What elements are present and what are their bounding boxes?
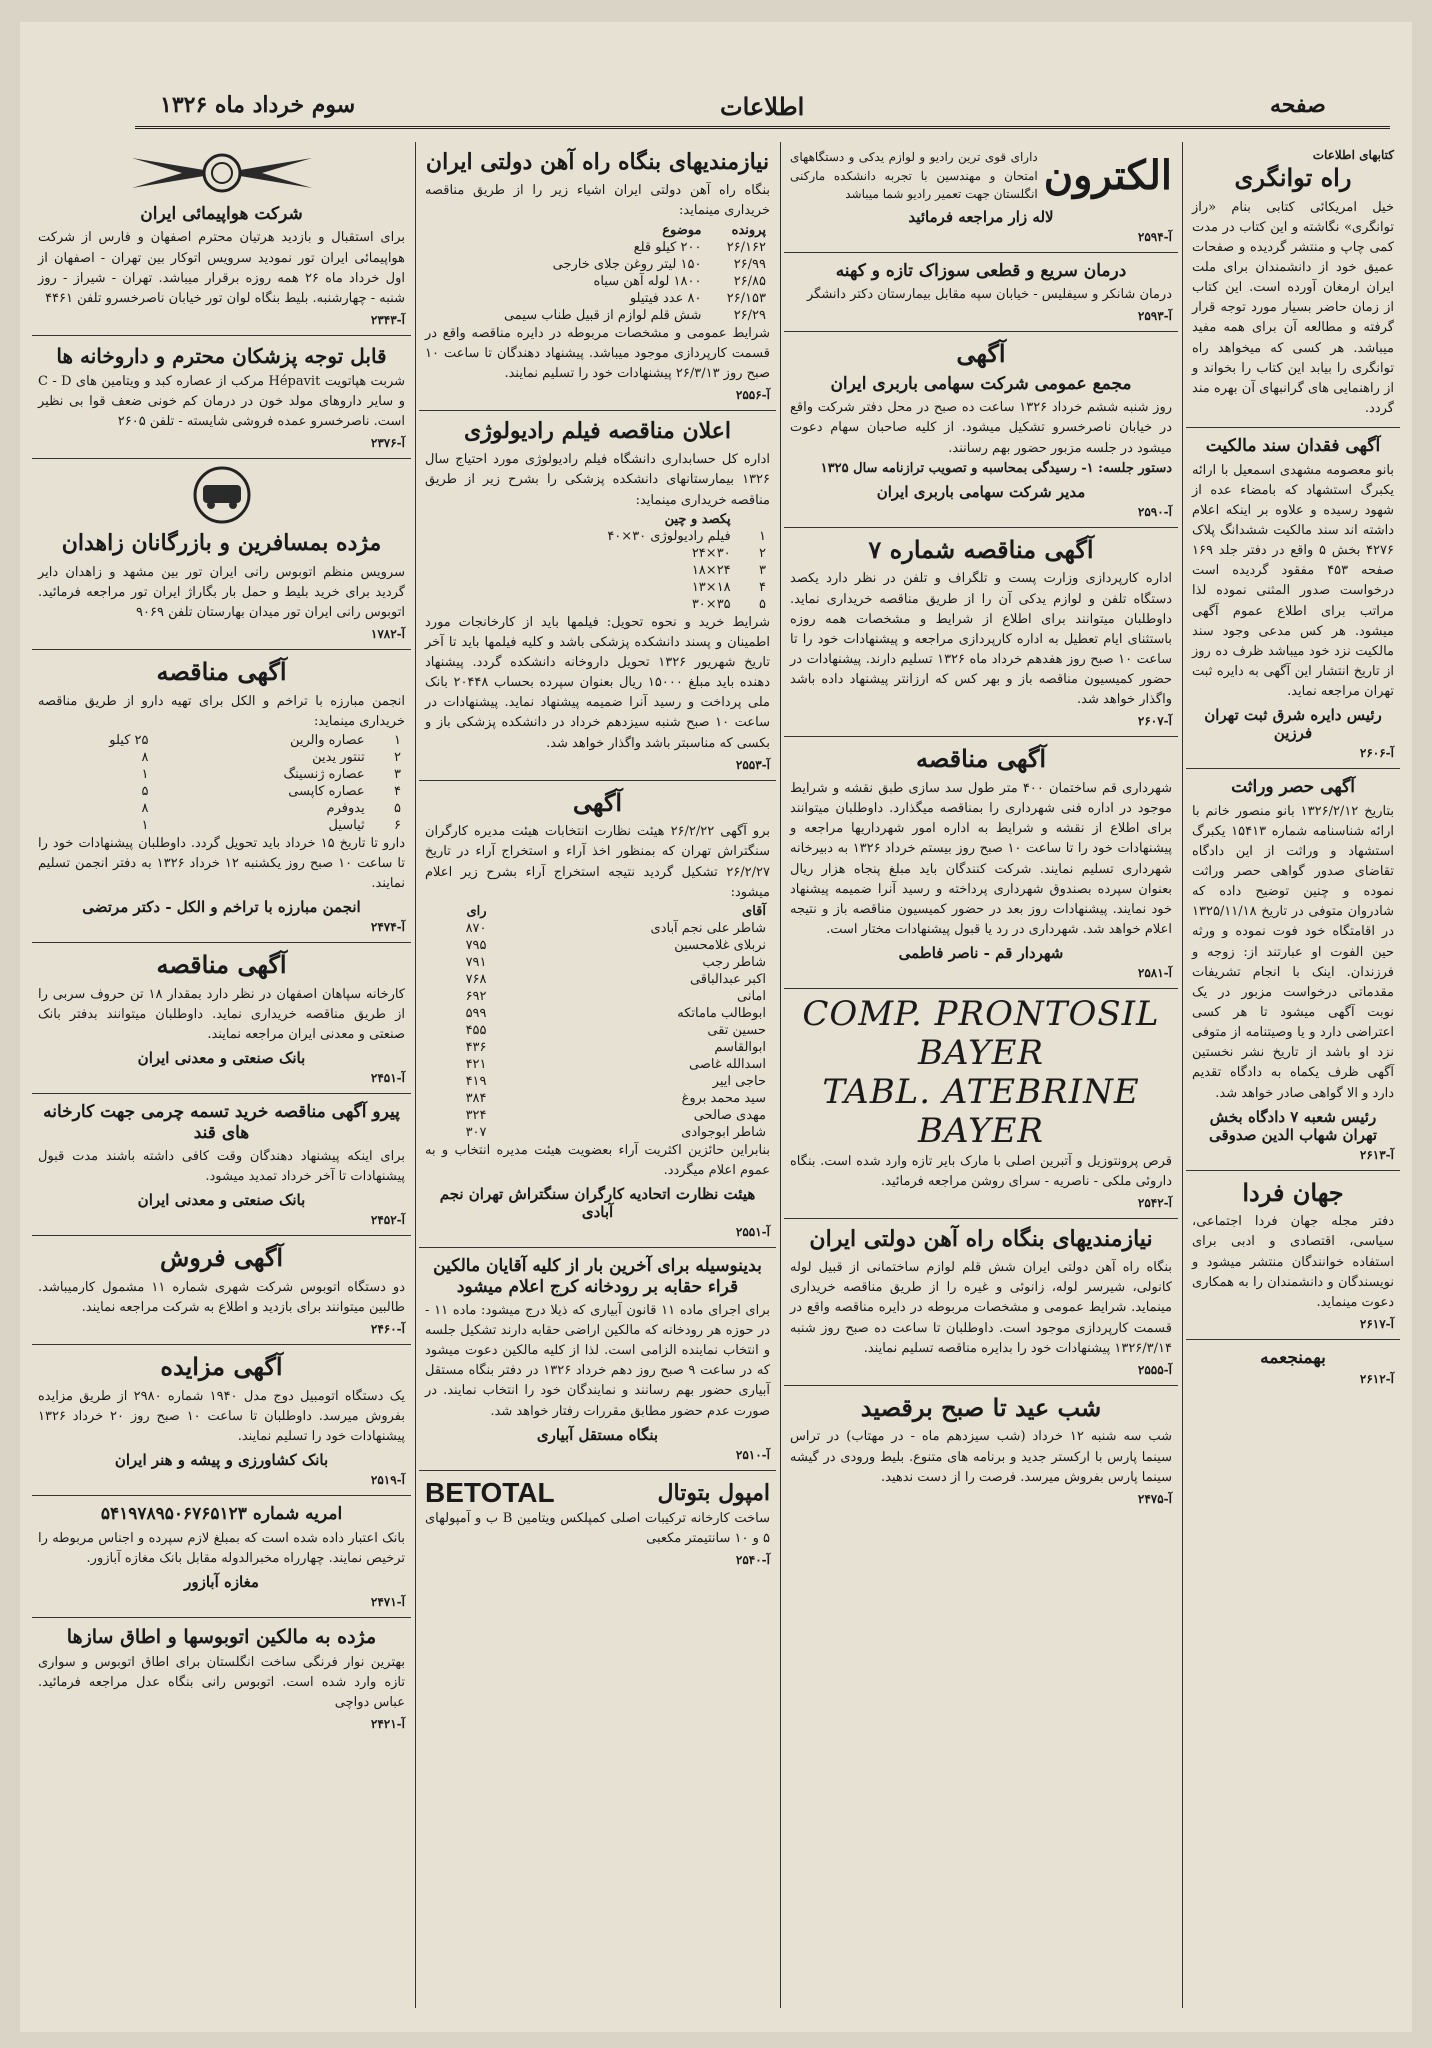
sale-body: دو دستگاه اتوبوس شرکت شهری شماره ۱۱ مشمول کارمیباشد. طالبین میتوانند برای بازدید و اطلاع به شرکت مراجعه نمایند.: [38, 1280, 405, 1316]
bayer-ad: [784, 989, 1178, 1219]
bus-owners-ad: [32, 1618, 411, 1739]
zahedan-body: سرویس منظم اتوبوس رانی ایران تور بین مشهد و زاهدان دایر گردید برای خرید بلیط و حمل بار بگاراژ ایران تور مراجعه فرمائید. اتوبوس رانی ایران تور میدان بهارستان تلفن ۹۰۶۹: [38, 564, 405, 620]
wings-logo-icon: [122, 150, 322, 196]
hepavit-title: قابل توجه پزشکان محترم و داروخانه ها: [56, 343, 387, 368]
issue-date: سوم خرداد ماه ۱۳۲۶: [160, 92, 356, 118]
election-notice: [419, 781, 776, 1248]
column-4: [32, 142, 411, 2008]
bayer-line-2: TABL. ATEBRINE BAYER: [822, 1072, 1140, 1152]
landowners-signature: بنگاه مستقل آبیاری: [536, 1425, 659, 1444]
table-row: ۳ عصاره ژنسینگ ۱: [141, 766, 401, 782]
betotal-ref: آ-۲۵۴۰: [735, 1553, 770, 1568]
railway-title: نیازمندیهای بنگاه راه آهن دولتی ایران: [425, 149, 770, 175]
railway-ad-2: [784, 1219, 1178, 1386]
railway-ref: آ-۲۵۵۶: [735, 388, 770, 402]
table-row: شاطر علی نجم آبادی ۸۷۰: [465, 920, 766, 936]
notice-signature: رئیس شعبه ۷ دادگاه بخش تهران شهاب الدین صدوقی: [1208, 1107, 1378, 1144]
film-table: [425, 511, 770, 613]
landowners-notice: [419, 1248, 776, 1471]
belt-body: برای اینکه پیشنهاد دهندگان وقت کافی داشته باشند مدت قبول پیشنهادات تا آخر خرداد تمدید میشود.: [38, 1149, 405, 1185]
table-row: حاجی اییر ۴۱۹: [465, 1073, 766, 1089]
table-row: حسین تقی ۴۵۵: [465, 1022, 766, 1038]
table-row: مهدی صالحی ۳۲۴: [465, 1107, 766, 1123]
tender-qom: [784, 737, 1178, 989]
notice-title: آگهی فقدان سند مالکیت: [1205, 436, 1381, 457]
zahedan-ad: [32, 459, 411, 650]
zahedan-ref: آ-۱۷۸۲: [370, 627, 405, 642]
article-title: راه توانگری: [1234, 163, 1352, 192]
belt-title: پیرو آگهی مناقصه خرید تسمه چرمی جهت کارخانه های قند: [43, 1102, 400, 1143]
tender-7: [784, 528, 1178, 738]
article-body: خیل امریکائی کتابی بنام «راز توانگری» نگاشته و این کتاب در مدت کمی چاپ و منتشر گردیده و صفحات عمیق خود از دانشمندان برای ملت ایران ارمغان آورده است. این کتاب از زمان حاضر بسیار مورد توجه قرار گرفته و مطالعه آن برای همه مفید میباشد. هر کسی که میخواهد راه توانگری را بیابد این کتاب را بخواند و از راهنمایی های گرانبهای آن بهره مند گردد.: [1192, 199, 1394, 416]
notice-ref: آ-۲۶۰۶: [1359, 746, 1394, 761]
masthead-title: اطلاعات: [720, 92, 805, 121]
dance-ad: [784, 1386, 1178, 1514]
railway-intro: بنگاه راه آهن دولتی ایران اشیاء زیر را از طریق مناقصه خریداری مینماید:: [425, 183, 770, 219]
auction-body: یک دستگاه اتومبیل دوج مدل ۱۹۴۰ شماره ۲۹۸۰ از طریق مزایده بفروش میرسد. داوطلبان تا ساعت ۱۰ صبح روز ۲۰ خرداد ۱۳۲۶ پیشنهادات خود را تسلیم نمایند.: [38, 1388, 405, 1445]
magazine-ad: [1186, 1171, 1400, 1340]
treatment-body: درمان شانکر و سیفلیس - خیابان سپه مقابل بیمارستان دکتر دانشگر: [806, 287, 1172, 303]
tender-title: آگهی مناقصه: [156, 657, 287, 687]
bus-owners-title: مژده به مالکین اتوبوسها و اطاق سازها: [66, 1626, 377, 1649]
shareholders-notice: [784, 332, 1178, 528]
auction-signature: بانک کشاورزی و پیشه و هنر ایران: [114, 1451, 329, 1470]
betotal-ad: [419, 1471, 776, 1575]
order-ref: آ-۲۴۷۱: [370, 1595, 405, 1610]
treatment-ref: آ-۲۵۹۳: [1137, 309, 1172, 324]
notice-ref: آ-۲۶۱۳: [1359, 1147, 1394, 1162]
tender-body-2: دارو تا تاریخ ۱۵ خرداد باید تحویل گردد. داوطلبان پیشنهادات خود را تا ساعت ۱۰ صبح روز یکشنبه ۱۲ خرداد ۱۳۲۶ به دفتر انجمن تسلیم نمایند.: [38, 835, 405, 892]
notice-title: آگهی حصر وراثت: [1231, 777, 1355, 798]
tender-ref: آ-۲۵۸۱: [1137, 966, 1172, 981]
film-body: اداره کل حسابداری دانشگاه فیلم رادیولوژی مورد احتیاج سال ۱۳۲۶ بیمارستانهای دانشکده پزشکی را بشرح زیر از طریق مناقصه خریداری مینماید:: [425, 452, 770, 508]
election-signature: هیئت نظارت اتحادیه کارگران سنگتراش تهران نجم آبادی: [439, 1185, 756, 1222]
table-row: ۲۶/۱۵۳ ۸۰ عدد فیتیلو: [629, 290, 766, 306]
table-row: ۲۶/۹۹ ۱۵۰ لیتر روغن جلای خارجی: [552, 256, 766, 272]
bus-emblem-icon: [187, 465, 257, 525]
tender-ref: آ-۲۴۷۴: [370, 920, 405, 935]
notice-signature: رئیس دایره شرق ثبت تهران فرزین: [1204, 706, 1382, 743]
notice-agenda: دستور جلسه: ۱- رسیدگی بمحاسبه و تصویب ترازنامه سال ۱۳۲۵: [820, 460, 1172, 476]
notice-title: آگهی: [956, 339, 1006, 369]
column-3: [419, 142, 776, 2008]
column-2: [784, 142, 1178, 2008]
dance-title: شب عید تا صبح برقصید: [860, 1392, 1102, 1422]
order-signature: مغازه آبازور: [184, 1573, 259, 1592]
bayer-ref: آ-۲۵۴۲: [1137, 1195, 1172, 1210]
auction-ref: آ-۲۵۱۹: [370, 1473, 405, 1488]
table-row: ۱ فیلم رادیولوژی ۳۰×۴۰: [607, 528, 766, 544]
zahedan-title: مژده بمسافرین و بازرگانان زاهدان: [61, 530, 382, 557]
film-ref: آ-۲۵۵۳: [735, 757, 770, 772]
hepavit-ad: [32, 336, 411, 459]
table-row: ۱ عصاره والرین ۲۵ کیلو: [109, 732, 401, 748]
sepahan-ref: آ-۲۴۵۱: [370, 1071, 405, 1086]
table-row: امانی ۶۹۲: [465, 988, 766, 1004]
election-title: آگهی: [572, 787, 623, 817]
header-rule: [135, 126, 1390, 129]
betotal-latin: BETOTAL: [425, 1476, 555, 1508]
tender-ref: آ-۲۶۰۷: [1137, 714, 1172, 729]
order-title: امریه شماره ۵۴۱۹۷۸۹۵۰۶۷۶۵۱۲۳: [100, 1504, 343, 1525]
dance-ref: آ-۲۴۷۵: [1137, 1491, 1172, 1506]
footer-ad: [1186, 1340, 1400, 1394]
tender-title: آگهی مناقصه شماره ۷: [868, 534, 1094, 564]
table-row: ۵ یدوفرم ۸: [141, 800, 401, 816]
table-row: نربلای غلامحسین ۷۹۵: [465, 937, 766, 953]
electron-sub: دارای قوی ترین رادیو و لوازم یدکی و دستگاههای امتحان و مهندسین با تجربه دانشکده مارکنی انگلستان جهت تعمیر رادیو شما میباشد: [790, 150, 1038, 202]
treatment-ad: [784, 253, 1178, 333]
film-tender: [419, 411, 776, 781]
table-header: پکصد و چین: [664, 511, 731, 527]
page-label: صفحه: [1270, 92, 1326, 118]
notice-signature: مدیر شرکت سهامی باربری ایران: [876, 482, 1086, 501]
footer-ref: آ-۲۶۱۲: [1359, 1372, 1394, 1387]
table-row: ابوالقاسم ۴۳۶: [465, 1039, 766, 1055]
table-row: ۲ ۳۰×۲۴: [691, 545, 766, 561]
tender-signature: انجمن مبارزه با تراخم و الکل - دکتر مرتضی: [82, 898, 361, 917]
election-body-2: بنابراین حائزین اکثریت آراء بعضویت هیئت مدیره انتخاب و به عموم اعلام میگردد.: [425, 1142, 770, 1178]
bus-owners-ref: آ-۲۴۲۱: [370, 1717, 405, 1732]
auction-ad: [32, 1345, 411, 1496]
sale-ad: [32, 1236, 411, 1345]
table-row: ۳ ۲۴×۱۸: [691, 562, 766, 578]
column-1: [1186, 142, 1400, 2008]
table-row: ۲۶/۲۹ شش قلم لوازم از قبیل طناب سیمی: [503, 307, 766, 323]
bayer-line-1: COMP. PRONTOSIL BAYER: [802, 994, 1160, 1074]
electron-ref: آ-۲۵۹۴: [1137, 229, 1172, 244]
table-row: ۴ عصاره کاپسی ۵: [141, 783, 401, 799]
hepavit-ref: آ-۲۳۷۶: [370, 436, 405, 451]
table-row: اسدالله غاصی ۴۲۱: [465, 1056, 766, 1072]
tender-body: شهرداری قم ساختمان ۴۰۰ متر طول سد سازی طبق نقشه و شرایط موجود در اداره فنی شهرداری را بمناقصه میگذارد. داوطلبان میتوانند برای اطلاع از نقشه و شرایط به اداره امور شهرداریها مراجعه و پیشنهادات خود را تا ساعت ۱۰ صبح روز بیستم خرداد ۱۳۲۶ به دبیرخانه شهرداری تسلیم نمایند. شرکت کنندگان باید مبلغ پنجاه هزار ریال بعنوان سپرده بصندوق شهرداری پرداخته و رسید آنرا ضمیمه پیشنهاد خود نمایند. پیشنهادات روز بعد در حضور کمیسیون مناقصه باز و نتیجه اعلام خواهد شد. شهرداری در رد یا قبول پیشنهادات مختار است.: [790, 781, 1173, 938]
table-row: سید محمد بروغ ۳۸۴: [465, 1090, 766, 1106]
sepahan-title: آگهی مناقصه: [156, 950, 287, 980]
column-rule: [780, 142, 781, 2008]
footer-title: بهمنجعمه: [1260, 1348, 1326, 1369]
votes-table: [425, 903, 770, 1141]
betotal-title: امپول بتوتال: [657, 1479, 770, 1506]
airline-logo: [38, 150, 405, 200]
auction-title: آگهی مزایده: [160, 1352, 283, 1382]
notice-inheritance: [1186, 769, 1400, 1171]
belt-tender: [32, 1094, 411, 1236]
dance-body: شب سه شنبه ۱۲ خرداد (شب سیزدهم ماه - در مهتاب) در تراس سینما پارس با ارکستر جدید و برنامه های متنوع. بلیط ورودی در گیشه سینما پارس بفروش میرسد. فرصت را از دست ندهید.: [790, 1429, 1172, 1485]
magazine-body: دفتر مجله جهان فردا اجتماعی، سیاسی، اقتصادی و ادبی برای استفاده خوانندگان منتشر میشود و نویسندگان و دانشمندان را به همکاری دعوت مینماید.: [1192, 1214, 1394, 1310]
hepavit-body: شربت هپاتویت Hépavit مرکب از عصاره کبد و ویتامین های C - D و سایر داروهای مولد خون در درمان کم خونی ضعف قوا بی نظیر است. ناصرخسرو عمده فروشی شایسته - تلفن ۲۶۰۵: [38, 373, 406, 430]
electron-title: الکترون: [1043, 152, 1172, 200]
table-row: ابوطالب ماماتکه ۵۹۹: [465, 1005, 766, 1021]
election-ref: آ-۲۵۵۱: [735, 1225, 770, 1240]
column-rule: [415, 142, 416, 2008]
table-row: ۵ ۳۵×۳۰: [691, 596, 766, 612]
belt-ref: آ-۲۴۵۲: [370, 1213, 405, 1228]
sale-title: آگهی فروش: [159, 1243, 284, 1273]
order-body: بانک اعتبار داده شده است که بمبلغ لازم سپرده و اجناس مربوطه را ترخیص نمایند. چهارراه مخبرالدوله مقابل بانک مغازه آبازور.: [38, 1530, 405, 1566]
electron-address: لاله زار مراجعه فرمائید: [908, 207, 1054, 226]
landowners-body: برای اجرای ماده ۱۱ قانون آبیاری که ذیلا درج میشود: ماده ۱۱ - در حوزه هر رودخانه که مالکین اراضی حقابه دارند تشکیل جلسه و انتخاب نماینده الزامی است. لذا از کلیه مالکین دعوت میشود که در ساعت ۹ صبح روز دهم خرداد ۱۳۲۶ در دفتر بنگاه مستقل آبیاری حضور بهم رسانند و نمایندگان خود را انتخاب نمایند. در صورت عدم حضور مطابق مقررات رفتار خواهد شد.: [425, 1302, 771, 1419]
tender-signature: شهردار قم - ناصر فاطمی: [898, 944, 1064, 963]
election-body: برو آگهی ۲۶/۲/۲۲ هیئت نظارت انتخابات هیئت مدیره کارگران سنگتراش تهران که بمنظور اخذ آراء و استخراج آراء در تاریخ ۲۶/۲/۲۷ تشکیل گردید نتیجه استخراج آراء بشرح زیر اعلام میشود:: [425, 824, 770, 900]
table-row: شاطر رجب ۷۹۱: [465, 954, 766, 970]
table-row: اکبر عبدالباقی ۷۶۸: [465, 971, 766, 987]
tender-body: انجمن مبارزه با تراخم و الکل برای تهیه دارو از طریق مناقصه خریداری مینماید:: [38, 693, 405, 729]
belt-signature: بانک صنعتی و معدنی ایران: [137, 1191, 306, 1210]
bus-logo: [38, 465, 405, 529]
sale-ref: آ-۲۴۶۰: [370, 1322, 405, 1337]
bus-owners-body: بهترین نوار فرنگی ساخت انگلستان برای اطاق اتوبوس و سواری تازه وارد شده است. اتوبوس رانی بنگاه عدل مراجعه فرمائید. عباس دواچی: [38, 1654, 405, 1711]
table-row: ۲۶/۸۵ ۱۸۰۰ لوله آهن سیاه: [593, 273, 766, 289]
airline-title: شرکت هواپیمائی ایران: [140, 204, 303, 224]
tender-body: اداره کارپردازی وزارت پست و تلگراف و تلفن در نظر دارد یکصد دستگاه تلفن و لوازم یدکی آن را از طریق مناقصه خریداری نماید. داوطلبان میتوانند برای اطلاع از شرایط و مشخصات همه روزه باستثنای ایام تعطیل به اداره کارپردازی مراجعه و پیشنهادات خود را تا ساعت ۱۰ صبح روز هفدهم خرداد ماه ۱۳۲۶ تسلیم دارند. پیشنهادات در حضور کمیسیون مناقصه باز و بهر کس که ارزانتر پیشنهاد داده باشد واگذار خواهد شد.: [790, 571, 1172, 708]
betotal-body: ساخت کارخانه ترکیبات اصلی کمپلکس ویتامین B ب و آمپولهای ۵ و ۱۰ سانتیمتر مکعبی: [425, 1510, 770, 1546]
sepahan-tender: [32, 943, 411, 1094]
table-row: ۲ تنتور یدین ۸: [141, 749, 401, 765]
airline-ref: آ-۲۳۴۳: [370, 312, 405, 327]
table-header: موضوع: [662, 222, 702, 238]
notice-body: روز شنبه ششم خرداد ۱۳۲۶ ساعت ده صبح در محل دفتر شرکت واقع در خیابان ناصرخسرو تشکیل میشود. از کلیه صاحبان سهام دعوت میشود در جلسه مزبور حضور بهم رسانند.: [790, 400, 1172, 456]
magazine-ref: آ-۲۶۱۷: [1359, 1317, 1394, 1332]
sepahan-signature: بانک صنعتی و معدنی ایران: [137, 1049, 306, 1068]
notice-ref: آ-۲۵۹۰: [1137, 504, 1172, 519]
magazine-title: جهان فردا: [1242, 1177, 1344, 1207]
books-article: [1186, 142, 1400, 428]
table-row: ۴ ۱۸×۱۳: [691, 579, 766, 595]
landowners-ref: آ-۲۵۱۰: [735, 1447, 770, 1462]
table-row: ۲۶/۱۶۲ ۲۰۰ کیلو قلع: [633, 239, 766, 255]
section-label: کتابهای اطلاعات: [1312, 148, 1394, 162]
table-header: پرونده: [731, 222, 766, 238]
airline-body: برای استقبال و بازدید هرتیان محترم اصفهان و فارس از شرکت هواپیمائی ایران تور نمودید سرویس اتوکار بین تهران - اصفهان از اول خرداد ماه ۲۶ همه روزه برقرار میباشد. تهران - شیراز - روز شنبه - چهارشنبه. بلیط بنگاه لوان تور خیابان ناصرخسرو تلفن ۴۴۶۱: [38, 230, 405, 306]
table-row: ۶ ثیاسیل ۱: [141, 817, 401, 833]
railway-body: شرایط عمومی و مشخصات مربوطه در دایره مناقصه واقع در قسمت کارپردازی موجود میباشد. پیشنهاد دهندگان تا ساعت ۱۰ صبح روز ۲۶/۳/۱۳ پیشنهادات خود را تسلیم نمایند.: [425, 325, 770, 381]
railway-ref: آ-۲۵۵۵: [1137, 1362, 1172, 1377]
notice-body: بتاریخ ۱۳۲۶/۲/۱۲ بانو منصور خانم با ارائه شناسنامه شماره ۱۵۴۱۳ یکبرگ استشهاد و وراثت از این دادگاه تقاضای صدور گواهی حصر وراثت نموده و چنین توضیح داده که شادروان متوفی در تاریخ ۱۳۲۵/۱۱/۱۸ در اقامتگاه خود فوت نموده و ورثه حین الفوت او عبارتند از: زوجه و فرزندان. اینک با انجام تشریفات مقدماتی درخواست مزبور در یک نوبت آگهی میشود تا هر کسی اعتراضی دارد و یا وصیتنامه از متوفی نزد او باشد از تاریخ نشر نخستین آگهی ظرف یکماه به دادگاه تقدیم دارد و الا گواهی صادر خواهد شد.: [1192, 803, 1394, 1101]
order-ad: [32, 1496, 411, 1618]
newspaper-page: [20, 22, 1412, 2032]
airline-ad: [32, 142, 411, 336]
electron-ad: [784, 142, 1178, 253]
table-row: شاطر ابوجوادی ۳۰۷: [465, 1124, 766, 1140]
railway-ad-1: [419, 142, 776, 411]
column-rule: [1182, 142, 1183, 2008]
railway-title: نیازمندیهای بنگاه راه آهن دولتی ایران: [809, 1225, 1153, 1252]
railway-body: بنگاه راه آهن دولتی ایران شش قلم لوازم ساختمانی از قبیل لوله کانولی، شیرسر لوله، زانوئی و غیره را از طریق مناقصه خریداری مینماید. شرایط عمومی و مشخصات مربوطه در دایره مناقصه واقع در قسمت کارپردازی موجود است. داوطلبان تا ساعت ده صبح روز شنبه ۱۳۲۶/۳/۱۴ پیشنهادات خود را بدایره مناقصه تسلیم نمایند.: [790, 1260, 1172, 1356]
notice-subtitle: مجمع عمومی شرکت سهامی باربری ایران: [830, 373, 1132, 394]
film-title: اعلان مناقصه فیلم رادیولوژی: [463, 418, 732, 444]
drug-tender: [32, 650, 411, 943]
railway-table: [425, 222, 770, 324]
sepahan-body: کارخانه سپاهان اصفهان در نظر دارد بمقدار ۱۸ تن حروف سربی را از طریق مناقصه خریداری نماید. داوطلبان میتوانند بدفتر بانک صنعتی و معدنی ایران مراجعه نمایند.: [38, 986, 405, 1043]
bayer-body: قرص پرونتوزیل و آتبرین اصلی با مارک بایر تازه وارد شده است. بنگاه داروئی ملکی - ناصریه - سرای روشن مراجعه فرمائید.: [790, 1153, 1172, 1189]
table-header: آقای: [742, 903, 766, 919]
landowners-title: بدینوسیله برای آخرین بار از کلیه آقایان مالکین قراء حقابه بر رودخانه کرج اعلام میشود: [433, 1256, 762, 1297]
tender-title: آگهی مناقصه: [915, 744, 1047, 774]
table-header: رای: [466, 903, 487, 919]
drug-table: [38, 732, 405, 834]
notice-body: بانو معصومه مشهدی اسمعیل با ارائه یکبرگ استشهاد که بامضاء عده از شهود رسیده و علاوه بر اینکه اعلام داشته اند سند مالکیت ششدانگ پلاک ۴۲۷۶ بخش ۵ واقع در دفتر جلد ۱۶۹ صفحه ۴۵۳ مفقود گردیده است درخواست صدور المثنی نموده لذا مراتب برای اطلاع عموم آگهی میشود. هر کس مدعی وجود سند مالکیت نزد خود میباشد ظرف ده روز از تاریخ انتشار این آگهی به دایره ثبت تهران مراجعه نماید.: [1192, 462, 1394, 700]
film-body-2: شرایط خرید و نحوه تحویل: فیلمها باید از کارخانجات مورد اطمینان و پسند دانشکده پزشکی باشد و کلیه فیلمها باید تا آخر تاریخ شهریور ۱۳۲۶ تحویل داروخانه دانشکده گردد. پیشنهاد دهنده باید مبلغ ۱۵۰۰۰ ریال بعنوان سپرده بحساب ۲۰۴۴۸ بانک ملی پرداخت و رسید آنرا ضمیمه پیشنهاد نماید. پیشنهادات در ساعت ۱۰ صبح شنبه سیزدهم خرداد در دانشکده پزشکی باز و بکسی که مناسبتر باشد واگذار خواهد شد.: [425, 614, 771, 751]
notice-lost-deed: [1186, 428, 1400, 769]
treatment-title: درمان سریع و قطعی سوزاک تازه و کهنه: [835, 260, 1127, 281]
